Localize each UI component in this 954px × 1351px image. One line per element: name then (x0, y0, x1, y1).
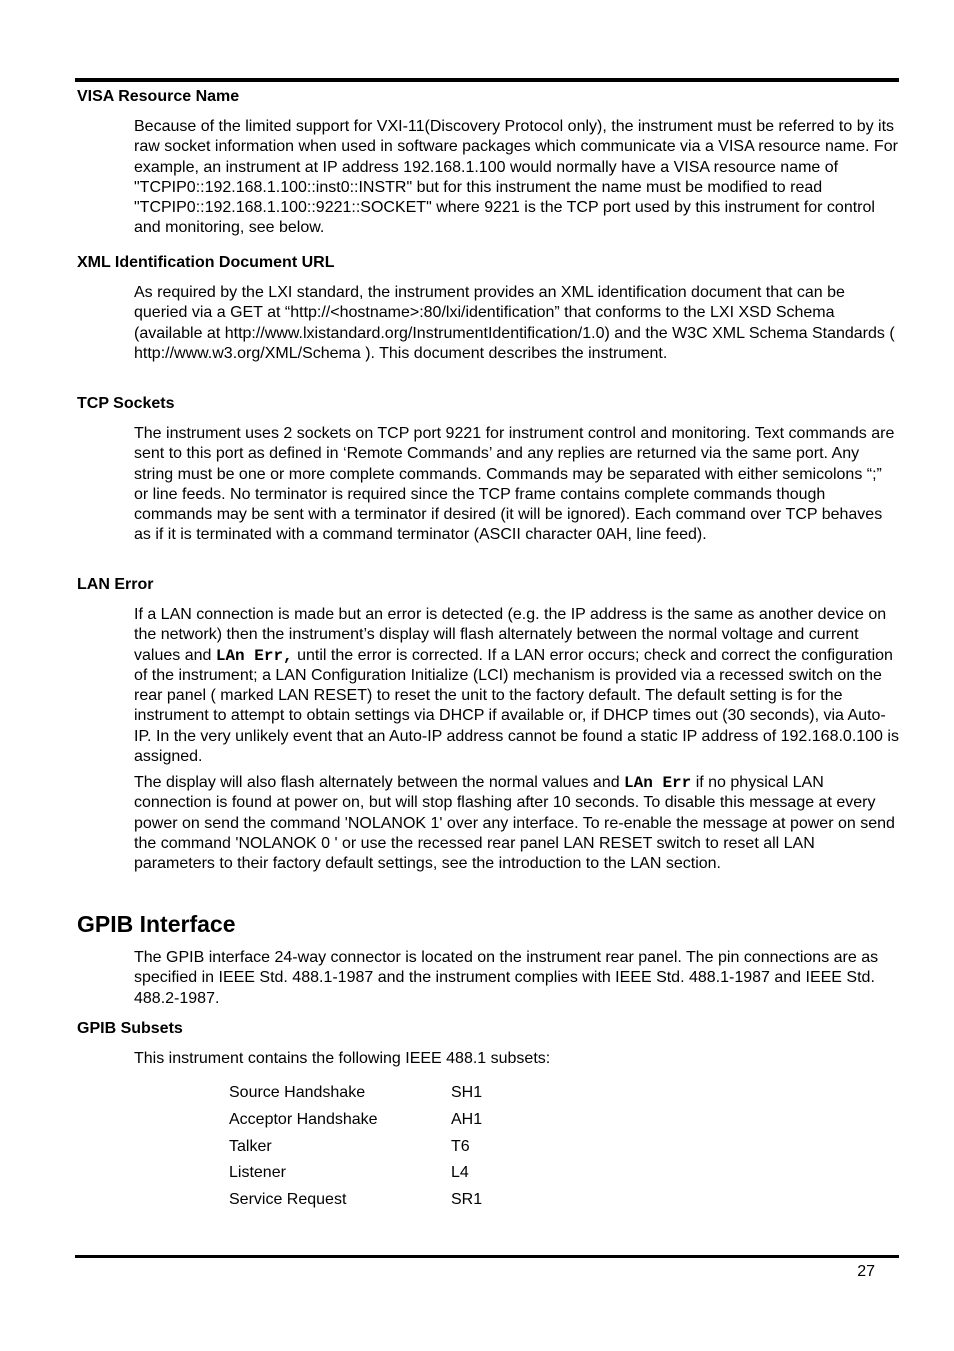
paragraph-lan-error-2 (134, 773, 899, 874)
subset-name: Service Request (229, 1191, 347, 1208)
paragraph-xml-identification: As required by the LXI standard, the instrument provides an XML identification document that can be queried via a GET at “http://<hostname>:80/lxi/identification” that conforms to the LXI XSD Schema (available at http://www.lxistandard.org/InstrumentIdentification/1.0) and the W3C XML Schema Standards ( http://www.w3.org/XML/Schema ). This document describes the instrument. (134, 284, 895, 362)
lan-error-code-2: LAn Err (624, 774, 692, 792)
subset-code: T6 (451, 1138, 470, 1155)
subset-name: Talker (229, 1138, 272, 1155)
paragraph-tcp-sockets: The instrument uses 2 sockets on TCP port 9221 for instrument control and monitoring. Text commands are sent to this port as defined in ‘Remote Commands’ and any replies are returned via the same port. Any string must be one or more complete commands. Commands may be separated with either semicolons “;” or line feeds. No terminator is required since the TCP frame contains complete commands though commands may be sent with a terminator if desired (it will be ignored). Each command over TCP behaves as if it is terminated with a command terminator (ASCII character 0AH, line feed). (134, 425, 895, 544)
heading-gpib-subsets: GPIB Subsets (77, 1020, 183, 1037)
paragraph-lan-error-1 (134, 605, 899, 767)
lan-error-text-1b: until the error is corrected. If a LAN error occurs; check and correct the configuration of the instrument; a LAN Configuration Initialize (LCI) mechanism is provided via a recessed switch on the rear panel ( marked LAN RESET) to reset the unit to the factory default. The default setting is for the instrument to attempt to obtain settings via DHCP if available or, if DHCP times out (30 seconds), via Auto-IP. In the very unlikely event that an Auto-IP address cannot be found a static IP address of 192.168.0.100 is assigned. (134, 646, 899, 766)
subset-name: Listener (229, 1164, 286, 1181)
subset-name: Source Handshake (229, 1084, 366, 1101)
paragraph-gpib-interface: The GPIB interface 24-way connector is located on the instrument rear panel. The pin connections are as specified in IEEE Std. 488.1-1987 and the instrument complies with IEEE Std. 488.1-1987 and IEEE Std. 488.2-1987. (134, 949, 879, 1007)
top-rule (75, 78, 899, 82)
subset-code: L4 (451, 1164, 469, 1181)
heading-gpib-interface: GPIB Interface (77, 911, 236, 937)
subset-code: AH1 (451, 1111, 483, 1128)
lan-error-code-1: LAn Err, (215, 646, 293, 665)
heading-lan-error: LAN Error (77, 576, 154, 593)
paragraph-gpib-subsets-intro: This instrument contains the following IEEE 488.1 subsets: (134, 1050, 551, 1067)
lan-error-text-2a: The display will also flash alternately between the normal values and (134, 774, 625, 791)
lan-error-text-2b: if no physical LAN connection is found at power on, but will stop flashing after 10 seconds. To disable this message at every power on send the command 'NOLANOK 1' over any interface. To re-enable the message at power on send the command 'NOLANOK 0 ' or use the recessed rear panel LAN RESET switch to reset all LAN parameters to their factory default settings, see the introduction to the LAN section. (134, 774, 895, 873)
heading-xml-identification: XML Identification Document URL (77, 254, 335, 271)
heading-visa-resource-name: VISA Resource Name (77, 88, 240, 105)
bottom-rule (75, 1255, 899, 1258)
lan-error-text-1a: If a LAN connection is made but an error is detected (e.g. the IP address is the same as another device on the network) then the instrument’s display will flash alternately between the normal voltage and current values and (134, 606, 887, 664)
page-number: 27 (857, 1263, 875, 1280)
subset-code: SR1 (451, 1191, 483, 1208)
paragraph-visa-resource-name: Because of the limited support for VXI-11(Discovery Protocol only), the instrument must be referred to by its raw socket information when used in software packages which communicate via a VISA resource name. For example, an instrument at IP address 192.168.1.100 would normally have a VISA resource name of "TCPIP0::192.168.1.100::inst0::INSTR" but for this instrument the name must be modified to read "TCPIP0::192.168.1.100::9221::SOCKET" where 9221 is the TCP port used by this instrument for control and monitoring, see below. (134, 118, 898, 237)
heading-tcp-sockets: TCP Sockets (77, 395, 175, 412)
subset-name: Acceptor Handshake (229, 1111, 378, 1128)
subset-code: SH1 (451, 1084, 483, 1101)
